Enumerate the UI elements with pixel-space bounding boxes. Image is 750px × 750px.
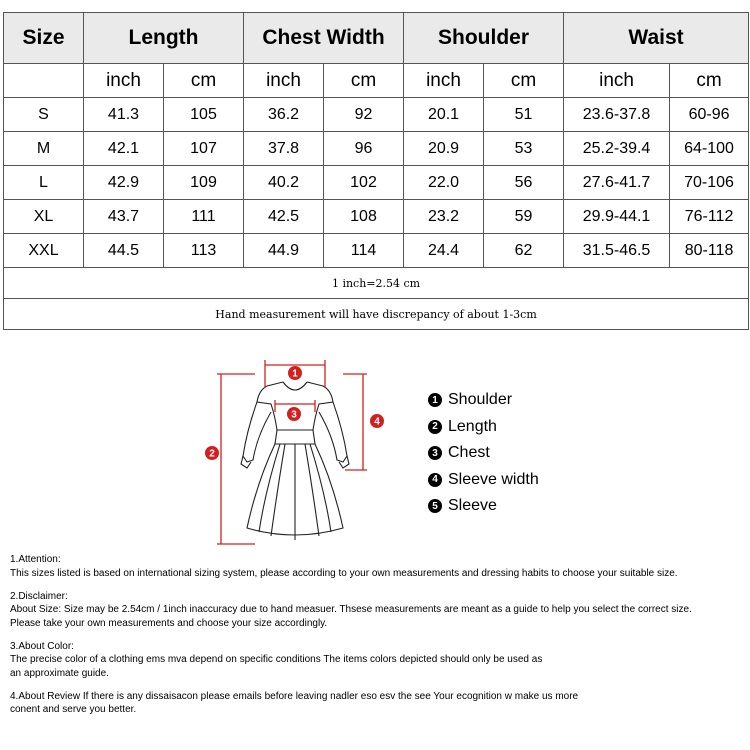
header-length: Length <box>84 13 244 64</box>
review-text: conent and serve you better. <box>10 704 137 715</box>
legend-number: 2 <box>428 420 442 434</box>
legend-item-sleeve-width <box>428 467 539 494</box>
size-chart-table <box>3 12 749 330</box>
color-text: an approximate guide. <box>10 667 109 679</box>
size-label: XXL <box>4 234 84 268</box>
legend-number: 1 <box>428 393 442 407</box>
disclaimer-note <box>10 590 750 631</box>
table-cell: 44.5 <box>84 234 164 268</box>
table-cell: 36.2 <box>244 98 324 132</box>
table-cell: 96 <box>324 132 404 166</box>
unit-cell: inch <box>244 64 324 98</box>
table-cell: 51 <box>484 98 564 132</box>
legend-label: Length <box>448 417 497 435</box>
table-cell: 23.2 <box>404 200 484 234</box>
note-row <box>4 268 749 299</box>
header-row <box>4 13 749 64</box>
header-waist: Waist <box>564 13 749 64</box>
color-text: The precise color of a clothing ems mva depend on specific conditions The items colors depicted should only be used as <box>10 654 543 665</box>
disclaimer-text: Please take your own measurements and choose your size accordingly. <box>10 617 328 629</box>
table-cell: 24.4 <box>404 234 484 268</box>
table-cell: 92 <box>324 98 404 132</box>
marker-2 <box>205 446 219 460</box>
color-note <box>10 640 750 681</box>
header-size: Size <box>4 13 84 64</box>
table-cell: 20.1 <box>404 98 484 132</box>
table-cell: 107 <box>164 132 244 166</box>
table-cell: 27.6-41.7 <box>564 166 670 200</box>
unit-cell: inch <box>84 64 164 98</box>
table-cell: 70-106 <box>670 166 749 200</box>
legend-item-chest <box>428 440 539 467</box>
table-cell: 31.5-46.5 <box>564 234 670 268</box>
legend-number: 4 <box>428 473 442 487</box>
legend-number: 5 <box>428 499 442 513</box>
table-cell: 76-112 <box>670 200 749 234</box>
attention-title: 1.Attention: <box>10 554 61 565</box>
size-label: S <box>4 98 84 132</box>
table-row <box>4 200 749 234</box>
disclaimer-text: About Size: Size may be 2.54cm / 1inch inaccuracy due to hand measuer. Thsese measurements are meant as a guide to help you select the correct size. <box>10 604 692 615</box>
legend-item-shoulder <box>428 387 539 414</box>
units-row <box>4 64 749 98</box>
review-text: 4.About Review If there is any dissaisacon please emails before leaving nadler eso esv the see Your ecognition w make us more <box>10 690 579 702</box>
table-cell: 53 <box>484 132 564 166</box>
table-cell: 37.8 <box>244 132 324 166</box>
attention-text: This sizes listed is based on international sizing system, please according to your own measurements and dressing habits to choose your suitable size. <box>10 567 678 579</box>
table-cell: 109 <box>164 166 244 200</box>
color-title: 3.About Color: <box>10 640 74 652</box>
unit-cell: cm <box>484 64 564 98</box>
units-blank-cell <box>4 64 84 98</box>
size-label: L <box>4 166 84 200</box>
legend-label: Sleeve width <box>448 470 539 488</box>
review-note <box>10 690 750 717</box>
table-cell: 29.9-44.1 <box>564 200 670 234</box>
attention-note <box>10 553 750 580</box>
table-cell: 41.3 <box>84 98 164 132</box>
table-cell: 64-100 <box>670 132 749 166</box>
legend-label: Chest <box>448 444 490 462</box>
table-row <box>4 98 749 132</box>
measurement-legend <box>428 387 539 520</box>
table-cell: 43.7 <box>84 200 164 234</box>
table-cell: 56 <box>484 166 564 200</box>
unit-cell: inch <box>564 64 670 98</box>
svg-text:3: 3 <box>291 409 297 421</box>
table-cell: 111 <box>164 200 244 234</box>
svg-text:4: 4 <box>374 416 380 428</box>
note-row <box>4 299 749 330</box>
legend-item-sleeve <box>428 493 539 520</box>
legend-label: Sleeve <box>448 497 497 515</box>
legend-number: 3 <box>428 446 442 460</box>
table-cell: 22.0 <box>404 166 484 200</box>
table-cell: 80-118 <box>670 234 749 268</box>
marker-1 <box>288 366 302 380</box>
size-label: M <box>4 132 84 166</box>
table-row <box>4 234 749 268</box>
table-row <box>4 132 749 166</box>
svg-text:1: 1 <box>292 368 298 380</box>
legend-label: Shoulder <box>448 391 513 409</box>
marker-3 <box>287 407 301 421</box>
header-chest-width: Chest Width <box>244 13 404 64</box>
table-cell: 44.9 <box>244 234 324 268</box>
unit-cell: cm <box>324 64 404 98</box>
legend-item-length <box>428 414 539 441</box>
unit-cell: cm <box>670 64 749 98</box>
unit-cell: inch <box>404 64 484 98</box>
table-cell: 108 <box>324 200 404 234</box>
table-cell: 42.9 <box>84 166 164 200</box>
disclaimer-title: 2.Disclaimer: <box>10 590 68 602</box>
table-cell: 25.2-39.4 <box>564 132 670 166</box>
table-cell: 62 <box>484 234 564 268</box>
table-cell: 105 <box>164 98 244 132</box>
table-cell: 42.5 <box>244 200 324 234</box>
table-cell: 102 <box>324 166 404 200</box>
table-cell: 59 <box>484 200 564 234</box>
table-row <box>4 166 749 200</box>
table-cell: 40.2 <box>244 166 324 200</box>
unit-cell: cm <box>164 64 244 98</box>
table-cell: 60-96 <box>670 98 749 132</box>
dress-illustration <box>241 382 349 540</box>
table-cell: 114 <box>324 234 404 268</box>
size-label: XL <box>4 200 84 234</box>
marker-4 <box>370 414 384 428</box>
header-shoulder: Shoulder <box>404 13 564 64</box>
measurement-guides <box>217 360 367 544</box>
notes-section <box>10 553 750 726</box>
conversion-note: 1 inch=2.54 cm <box>4 268 749 299</box>
svg-text:2: 2 <box>209 448 215 460</box>
table-cell: 20.9 <box>404 132 484 166</box>
dress-measurement-diagram <box>195 352 395 550</box>
discrepancy-note: Hand measurement will have discrepancy of about 1-3cm <box>4 299 749 330</box>
table-cell: 42.1 <box>84 132 164 166</box>
table-cell: 23.6-37.8 <box>564 98 670 132</box>
table-cell: 113 <box>164 234 244 268</box>
